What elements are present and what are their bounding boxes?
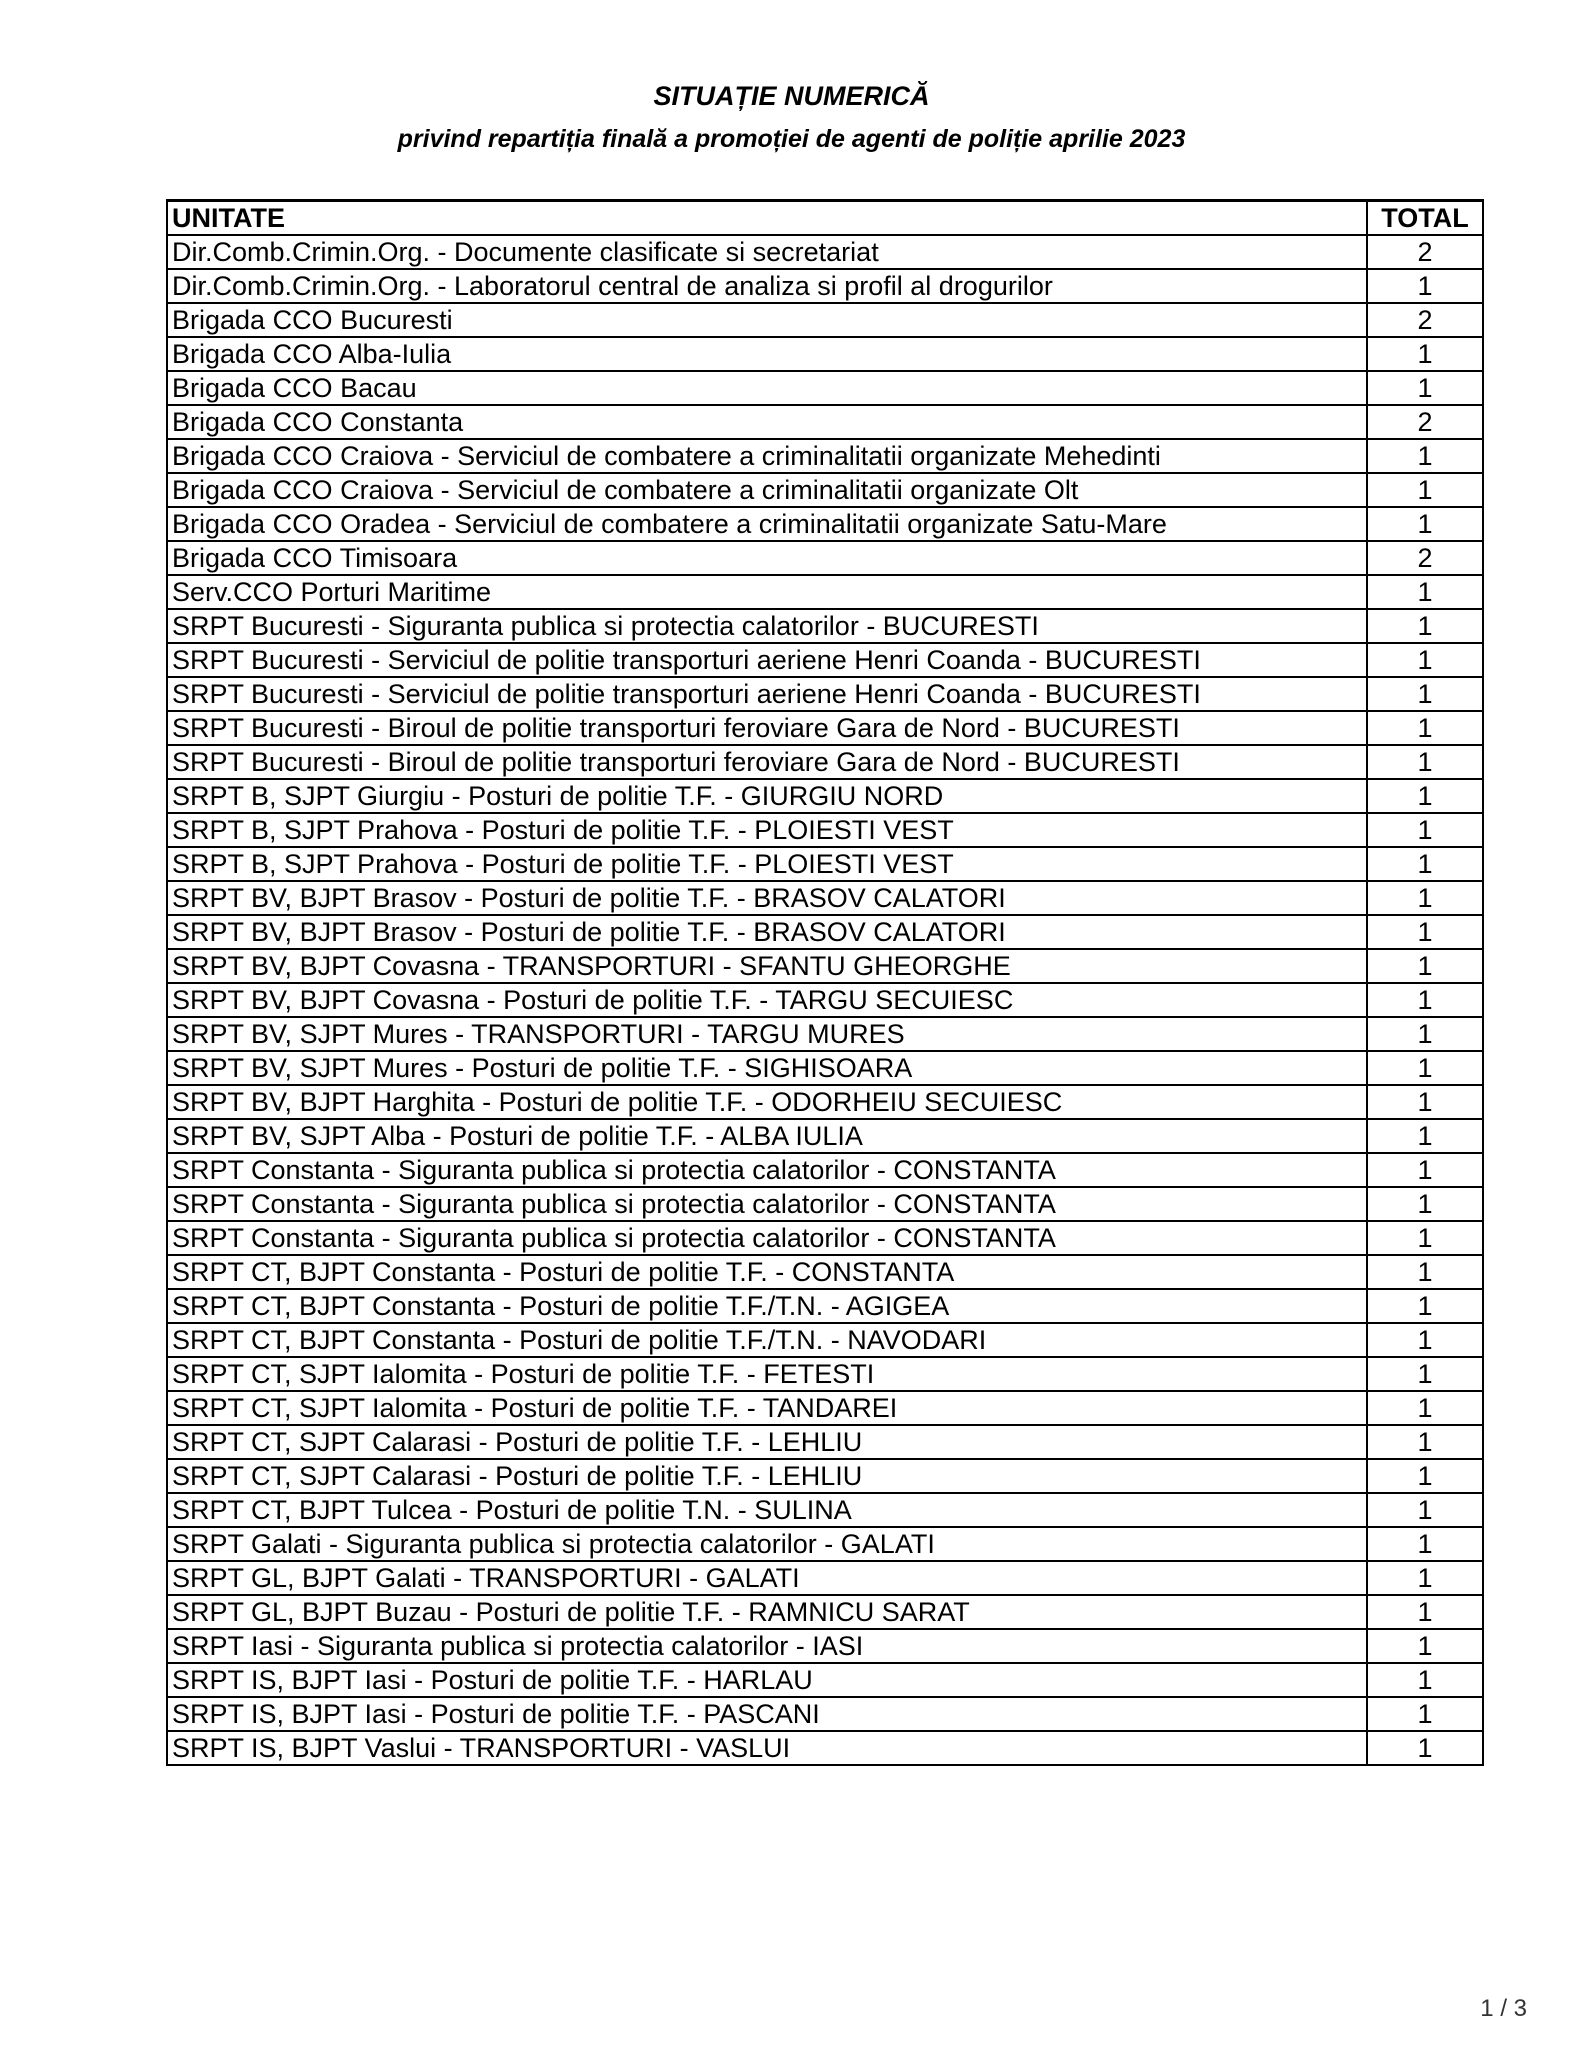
table-row: [167, 1187, 1483, 1221]
table-header-row: [167, 201, 1483, 236]
unit-cell: SRPT IS, BJPT Iasi - Posturi de politie T.F. - HARLAU: [167, 1663, 1367, 1697]
table-row: [167, 507, 1483, 541]
total-cell: 1: [1367, 1187, 1483, 1221]
unit-cell: SRPT CT, SJPT Calarasi - Posturi de politie T.F. - LEHLIU: [167, 1459, 1367, 1493]
unit-cell: SRPT CT, BJPT Constanta - Posturi de politie T.F./T.N. - NAVODARI: [167, 1323, 1367, 1357]
total-cell: 1: [1367, 473, 1483, 507]
total-cell: 2: [1367, 405, 1483, 439]
distribution-table: [166, 199, 1484, 1766]
total-cell: 1: [1367, 1595, 1483, 1629]
table-row: [167, 711, 1483, 745]
table-row: [167, 609, 1483, 643]
table-row: [167, 1425, 1483, 1459]
table-row: [167, 1459, 1483, 1493]
unit-cell: Brigada CCO Bucuresti: [167, 303, 1367, 337]
total-cell: 1: [1367, 1323, 1483, 1357]
unit-cell: SRPT Bucuresti - Serviciul de politie transporturi aeriene Henri Coanda - BUCURESTI: [167, 677, 1367, 711]
table-row: [167, 439, 1483, 473]
total-cell: 1: [1367, 847, 1483, 881]
table-row: [167, 1357, 1483, 1391]
unit-cell: SRPT CT, BJPT Constanta - Posturi de politie T.F. - CONSTANTA: [167, 1255, 1367, 1289]
table-row: [167, 1493, 1483, 1527]
total-cell: 1: [1367, 1663, 1483, 1697]
table-row: [167, 1629, 1483, 1663]
document-subtitle: privind repartiția finală a promoției de agenti de poliție aprilie 2023: [397, 125, 1186, 153]
total-cell: 1: [1367, 439, 1483, 473]
total-cell: 1: [1367, 813, 1483, 847]
table-row: [167, 813, 1483, 847]
unit-cell: SRPT Bucuresti - Biroul de politie transporturi feroviare Gara de Nord - BUCURESTI: [167, 711, 1367, 745]
unit-cell: Brigada CCO Craiova - Serviciul de combatere a criminalitatii organizate Mehedinti: [167, 439, 1367, 473]
table-row: [167, 1731, 1483, 1765]
total-cell: 1: [1367, 881, 1483, 915]
unit-cell: SRPT Constanta - Siguranta publica si protectia calatorilor - CONSTANTA: [167, 1153, 1367, 1187]
table-row: [167, 303, 1483, 337]
table-row: [167, 643, 1483, 677]
total-cell: 1: [1367, 745, 1483, 779]
table-row: [167, 1595, 1483, 1629]
column-header-total: TOTAL: [1367, 201, 1483, 236]
total-cell: 1: [1367, 949, 1483, 983]
table-row: [167, 371, 1483, 405]
table-row: [167, 1527, 1483, 1561]
total-cell: 1: [1367, 779, 1483, 813]
unit-cell: SRPT CT, BJPT Tulcea - Posturi de politie T.N. - SULINA: [167, 1493, 1367, 1527]
unit-cell: SRPT Bucuresti - Serviciul de politie transporturi aeriene Henri Coanda - BUCURESTI: [167, 643, 1367, 677]
table-row: [167, 1697, 1483, 1731]
unit-cell: SRPT Galati - Siguranta publica si protectia calatorilor - GALATI: [167, 1527, 1367, 1561]
table-row: [167, 1391, 1483, 1425]
unit-cell: SRPT CT, SJPT Ialomita - Posturi de politie T.F. - FETESTI: [167, 1357, 1367, 1391]
table-row: [167, 847, 1483, 881]
unit-cell: SRPT CT, SJPT Ialomita - Posturi de politie T.F. - TANDAREI: [167, 1391, 1367, 1425]
total-cell: 1: [1367, 1459, 1483, 1493]
unit-cell: SRPT B, SJPT Prahova - Posturi de politie T.F. - PLOIESTI VEST: [167, 813, 1367, 847]
total-cell: 1: [1367, 643, 1483, 677]
total-cell: 1: [1367, 1051, 1483, 1085]
unit-cell: SRPT IS, BJPT Vaslui - TRANSPORTURI - VASLUI: [167, 1731, 1367, 1765]
unit-cell: SRPT GL, BJPT Galati - TRANSPORTURI - GALATI: [167, 1561, 1367, 1595]
table-body: [167, 235, 1483, 1765]
unit-cell: SRPT IS, BJPT Iasi - Posturi de politie T.F. - PASCANI: [167, 1697, 1367, 1731]
total-cell: 1: [1367, 1289, 1483, 1323]
unit-cell: Brigada CCO Constanta: [167, 405, 1367, 439]
total-cell: 1: [1367, 1561, 1483, 1595]
table-row: [167, 745, 1483, 779]
unit-cell: SRPT Constanta - Siguranta publica si protectia calatorilor - CONSTANTA: [167, 1221, 1367, 1255]
table-row: [167, 337, 1483, 371]
unit-cell: SRPT B, SJPT Giurgiu - Posturi de politie T.F. - GIURGIU NORD: [167, 779, 1367, 813]
unit-cell: Brigada CCO Craiova - Serviciul de combatere a criminalitatii organizate Olt: [167, 473, 1367, 507]
unit-cell: Brigada CCO Oradea - Serviciul de combatere a criminalitatii organizate Satu-Mare: [167, 507, 1367, 541]
unit-cell: SRPT CT, SJPT Calarasi - Posturi de politie T.F. - LEHLIU: [167, 1425, 1367, 1459]
unit-cell: SRPT Bucuresti - Biroul de politie transporturi feroviare Gara de Nord - BUCURESTI: [167, 745, 1367, 779]
table-row: [167, 881, 1483, 915]
unit-cell: Brigada CCO Timisoara: [167, 541, 1367, 575]
total-cell: 1: [1367, 337, 1483, 371]
total-cell: 1: [1367, 1153, 1483, 1187]
unit-cell: SRPT BV, BJPT Covasna - Posturi de politie T.F. - TARGU SECUIESC: [167, 983, 1367, 1017]
unit-cell: SRPT Bucuresti - Siguranta publica si protectia calatorilor - BUCURESTI: [167, 609, 1367, 643]
total-cell: 1: [1367, 609, 1483, 643]
unit-cell: SRPT BV, SJPT Alba - Posturi de politie T.F. - ALBA IULIA: [167, 1119, 1367, 1153]
total-cell: 1: [1367, 1119, 1483, 1153]
table-row: [167, 1221, 1483, 1255]
total-cell: 1: [1367, 1255, 1483, 1289]
table-row: [167, 1561, 1483, 1595]
table-row: [167, 575, 1483, 609]
total-cell: 1: [1367, 371, 1483, 405]
unit-cell: SRPT BV, BJPT Brasov - Posturi de politie T.F. - BRASOV CALATORI: [167, 915, 1367, 949]
table-row: [167, 473, 1483, 507]
total-cell: 1: [1367, 269, 1483, 303]
unit-cell: SRPT BV, BJPT Brasov - Posturi de politie T.F. - BRASOV CALATORI: [167, 881, 1367, 915]
table-row: [167, 983, 1483, 1017]
total-cell: 2: [1367, 235, 1483, 269]
unit-cell: SRPT CT, BJPT Constanta - Posturi de politie T.F./T.N. - AGIGEA: [167, 1289, 1367, 1323]
table-row: [167, 677, 1483, 711]
total-cell: 1: [1367, 1357, 1483, 1391]
table-row: [167, 1153, 1483, 1187]
total-cell: 1: [1367, 915, 1483, 949]
unit-cell: Brigada CCO Bacau: [167, 371, 1367, 405]
table-row: [167, 1255, 1483, 1289]
unit-cell: SRPT BV, SJPT Mures - TRANSPORTURI - TARGU MURES: [167, 1017, 1367, 1051]
unit-cell: SRPT BV, BJPT Covasna - TRANSPORTURI - SFANTU GHEORGHE: [167, 949, 1367, 983]
unit-cell: SRPT BV, SJPT Mures - Posturi de politie T.F. - SIGHISOARA: [167, 1051, 1367, 1085]
table-row: [167, 1289, 1483, 1323]
table-row: [167, 1323, 1483, 1357]
table-row: [167, 915, 1483, 949]
total-cell: 2: [1367, 303, 1483, 337]
table-row: [167, 1017, 1483, 1051]
total-cell: 1: [1367, 1731, 1483, 1765]
table-row: [167, 405, 1483, 439]
total-cell: 1: [1367, 1221, 1483, 1255]
table-row: [167, 1119, 1483, 1153]
unit-cell: SRPT GL, BJPT Buzau - Posturi de politie T.F. - RAMNICU SARAT: [167, 1595, 1367, 1629]
total-cell: 1: [1367, 677, 1483, 711]
unit-cell: Brigada CCO Alba-Iulia: [167, 337, 1367, 371]
total-cell: 1: [1367, 1391, 1483, 1425]
table-row: [167, 779, 1483, 813]
table-row: [167, 541, 1483, 575]
document-title: SITUAȚIE NUMERICĂ: [653, 81, 930, 111]
unit-cell: SRPT Iasi - Siguranta publica si protectia calatorilor - IASI: [167, 1629, 1367, 1663]
total-cell: 1: [1367, 1629, 1483, 1663]
table-row: [167, 235, 1483, 269]
total-cell: 1: [1367, 1527, 1483, 1561]
total-cell: 1: [1367, 1425, 1483, 1459]
total-cell: 1: [1367, 1493, 1483, 1527]
table-row: [167, 1085, 1483, 1119]
table-row: [167, 269, 1483, 303]
unit-cell: SRPT B, SJPT Prahova - Posturi de politie T.F. - PLOIESTI VEST: [167, 847, 1367, 881]
total-cell: 1: [1367, 983, 1483, 1017]
table-row: [167, 1051, 1483, 1085]
unit-cell: Dir.Comb.Crimin.Org. - Laboratorul central de analiza si profil al drogurilor: [167, 269, 1367, 303]
unit-cell: SRPT Constanta - Siguranta publica si protectia calatorilor - CONSTANTA: [167, 1187, 1367, 1221]
unit-cell: SRPT BV, BJPT Harghita - Posturi de politie T.F. - ODORHEIU SECUIESC: [167, 1085, 1367, 1119]
table-row: [167, 949, 1483, 983]
total-cell: 1: [1367, 711, 1483, 745]
total-cell: 1: [1367, 1697, 1483, 1731]
unit-cell: Serv.CCO Porturi Maritime: [167, 575, 1367, 609]
total-cell: 2: [1367, 541, 1483, 575]
table-row: [167, 1663, 1483, 1697]
page-number: 1 / 3: [1480, 1995, 1527, 2022]
unit-cell: Dir.Comb.Crimin.Org. - Documente clasificate si secretariat: [167, 235, 1367, 269]
column-header-unit: UNITATE: [167, 201, 1367, 236]
total-cell: 1: [1367, 575, 1483, 609]
total-cell: 1: [1367, 1085, 1483, 1119]
total-cell: 1: [1367, 1017, 1483, 1051]
total-cell: 1: [1367, 507, 1483, 541]
